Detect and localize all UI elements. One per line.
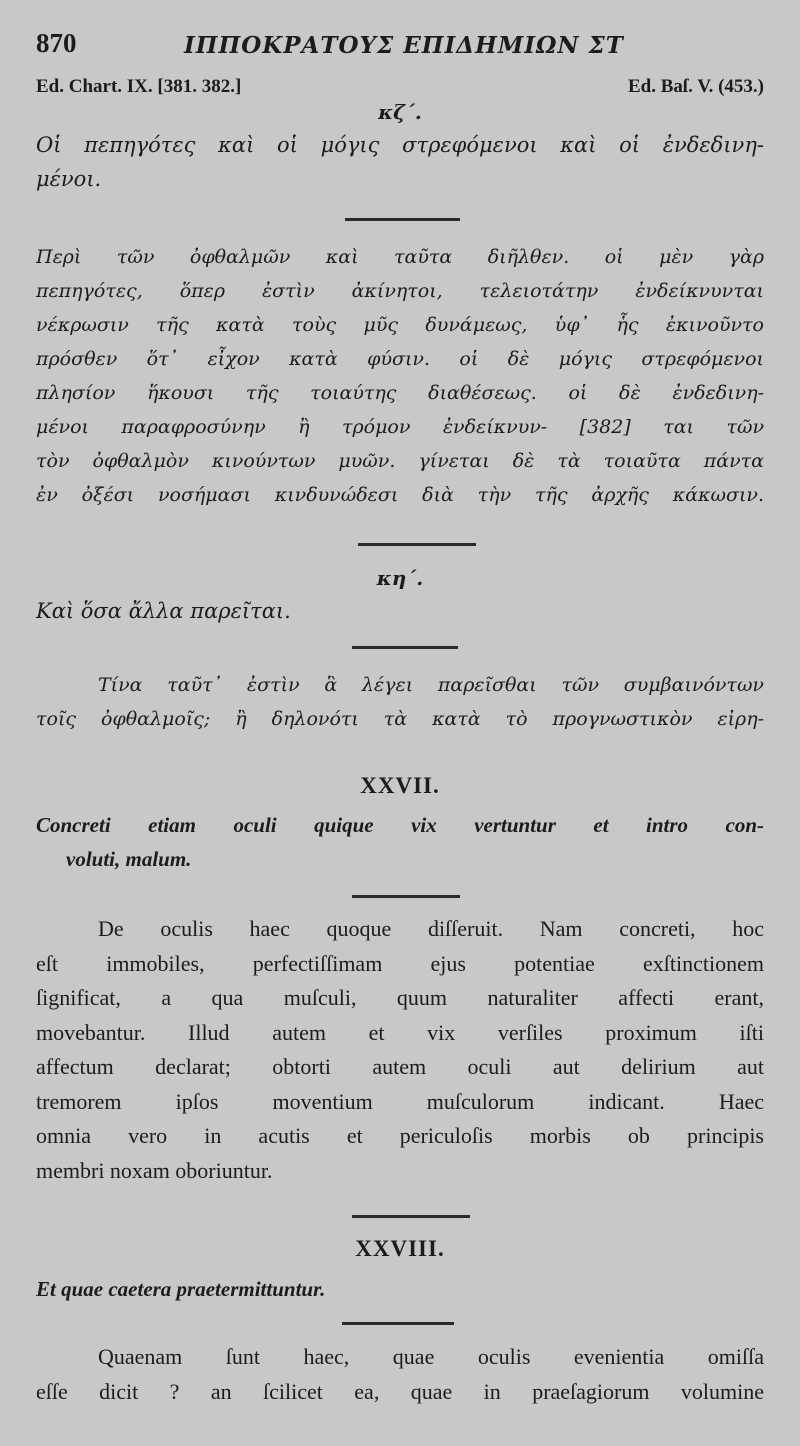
text-line: πρόσθεν ὅτ᾽ εἶχον κατὰ φύσιν. οἱ δὲ μόγις στρεφόμενοι <box>36 348 764 370</box>
edition-chart-reference: Ed. Chart. IX. [381. 382.] <box>36 76 242 97</box>
text-line: πεπηγότες, ὅπερ ἐστὶν ἀκίνητοι, τελειοτάτην ἐνδείκνυνται <box>36 280 764 302</box>
page-number: 870 <box>36 28 77 58</box>
text-line: Καὶ ὅσα ἄλλα παρεῖται. <box>36 599 291 623</box>
greek-commentary <box>36 668 764 736</box>
text-line: μένοι. <box>36 167 102 191</box>
text-line: τοῖς ὀφθαλμοῖς; ἢ δηλονότι τὰ κατὰ τὸ προγνωστικὸν εἰρη- <box>36 708 764 730</box>
latin-section-number: XXVIII. <box>355 1236 445 1261</box>
section-divider <box>352 895 460 898</box>
section-divider <box>345 218 460 221</box>
text-line: ſignificat, a qua muſculi, quum naturaliter affecti erant, <box>36 985 764 1010</box>
page-header <box>36 24 764 60</box>
text-line: Τίνα ταῦτ᾽ ἐστὶν ἃ λέγει παρεῖσθαι τῶν συμβαινόντων <box>98 674 764 696</box>
text-line: νέκρωσιν τῆς κατὰ τοὺς μῦς δυνάμεως, ὑφ᾽ ἧς ἐκινοῦντο <box>36 314 764 336</box>
text-line: movebantur. Illud autem et vix verſiles proximum iſti <box>36 1019 764 1045</box>
text-line: membri noxam oboriuntur. <box>36 1157 273 1183</box>
text-line: eſſe dicit ? an ſcilicet ea, quae in praeſagiorum volumine <box>36 1378 764 1404</box>
text-line: omnia vero in acutis et periculoſis morbis ob principis <box>36 1123 764 1148</box>
greek-section-number: κη΄. <box>376 566 424 590</box>
section-divider <box>342 1322 454 1325</box>
text-line: voluti, malum. <box>66 847 192 871</box>
running-title: ΙΠΠΟΚΡΑΤΟΥΣ ΕΠΙΔΗΜΙΩΝ ΣΤ <box>184 32 624 59</box>
text-line: τὸν ὀφθαλμὸν κινούντων μυῶν. γίνεται δὲ τὰ τοιαῦτα πάντα <box>36 450 764 472</box>
text-line: affectum declarat; obtorti autem oculi aut delirium aut <box>36 1054 764 1079</box>
text-line: Concreti etiam oculi quique vix vertuntur et intro con- <box>36 813 764 837</box>
greek-commentary <box>36 240 764 512</box>
text-line: πλησίον ἥκουσι τῆς τοιαύτης διαθέσεως. οἱ δὲ ἐνδεδινη- <box>36 382 764 404</box>
latin-commentary <box>36 912 764 1188</box>
text-line: Οἱ πεπηγότες καὶ οἱ μόγις στρεφόμενοι καὶ οἱ ἐνδεδινη- <box>36 133 764 157</box>
text-line: μένοι παραφροσύνην ἢ τρόμον ἐνδείκνυν- [382] ται τῶν <box>36 416 764 438</box>
greek-section-number: κζ΄. <box>378 100 422 124</box>
text-line: tremorem ipſos moventium muſculorum indicant. Haec <box>36 1088 764 1114</box>
section-divider <box>352 646 458 649</box>
text-line: eſt immobiles, perfectiſſimam ejus potentiae exſtinctionem <box>36 950 764 976</box>
latin-commentary <box>36 1340 764 1409</box>
text-line: Et quae caetera praetermittuntur. <box>36 1277 326 1301</box>
edition-basel-reference: Ed. Baſ. V. (453.) <box>627 76 764 97</box>
text-line: De oculis haec quoque diſſeruit. Nam concreti, hoc <box>98 916 764 941</box>
text-line: ἐν ὀξέσι νοσήμασι κινδυνώδεσι διὰ τὴν τῆς ἀρχῆς κάκωσιν. <box>36 484 764 506</box>
text-line: Quaenam ſunt haec, quae oculis evenientia omiſſa <box>98 1344 764 1369</box>
text-line: Περὶ τῶν ὀφθαλμῶν καὶ ταῦτα διῆλθεν. οἱ μὲν γὰρ <box>36 246 764 268</box>
latin-section-number: XXVII. <box>360 773 440 798</box>
greek-lemma <box>36 594 764 628</box>
greek-lemma <box>36 128 764 196</box>
latin-lemma <box>36 1272 764 1306</box>
section-divider <box>352 1215 470 1218</box>
section-divider <box>358 543 476 546</box>
latin-lemma <box>36 808 764 876</box>
